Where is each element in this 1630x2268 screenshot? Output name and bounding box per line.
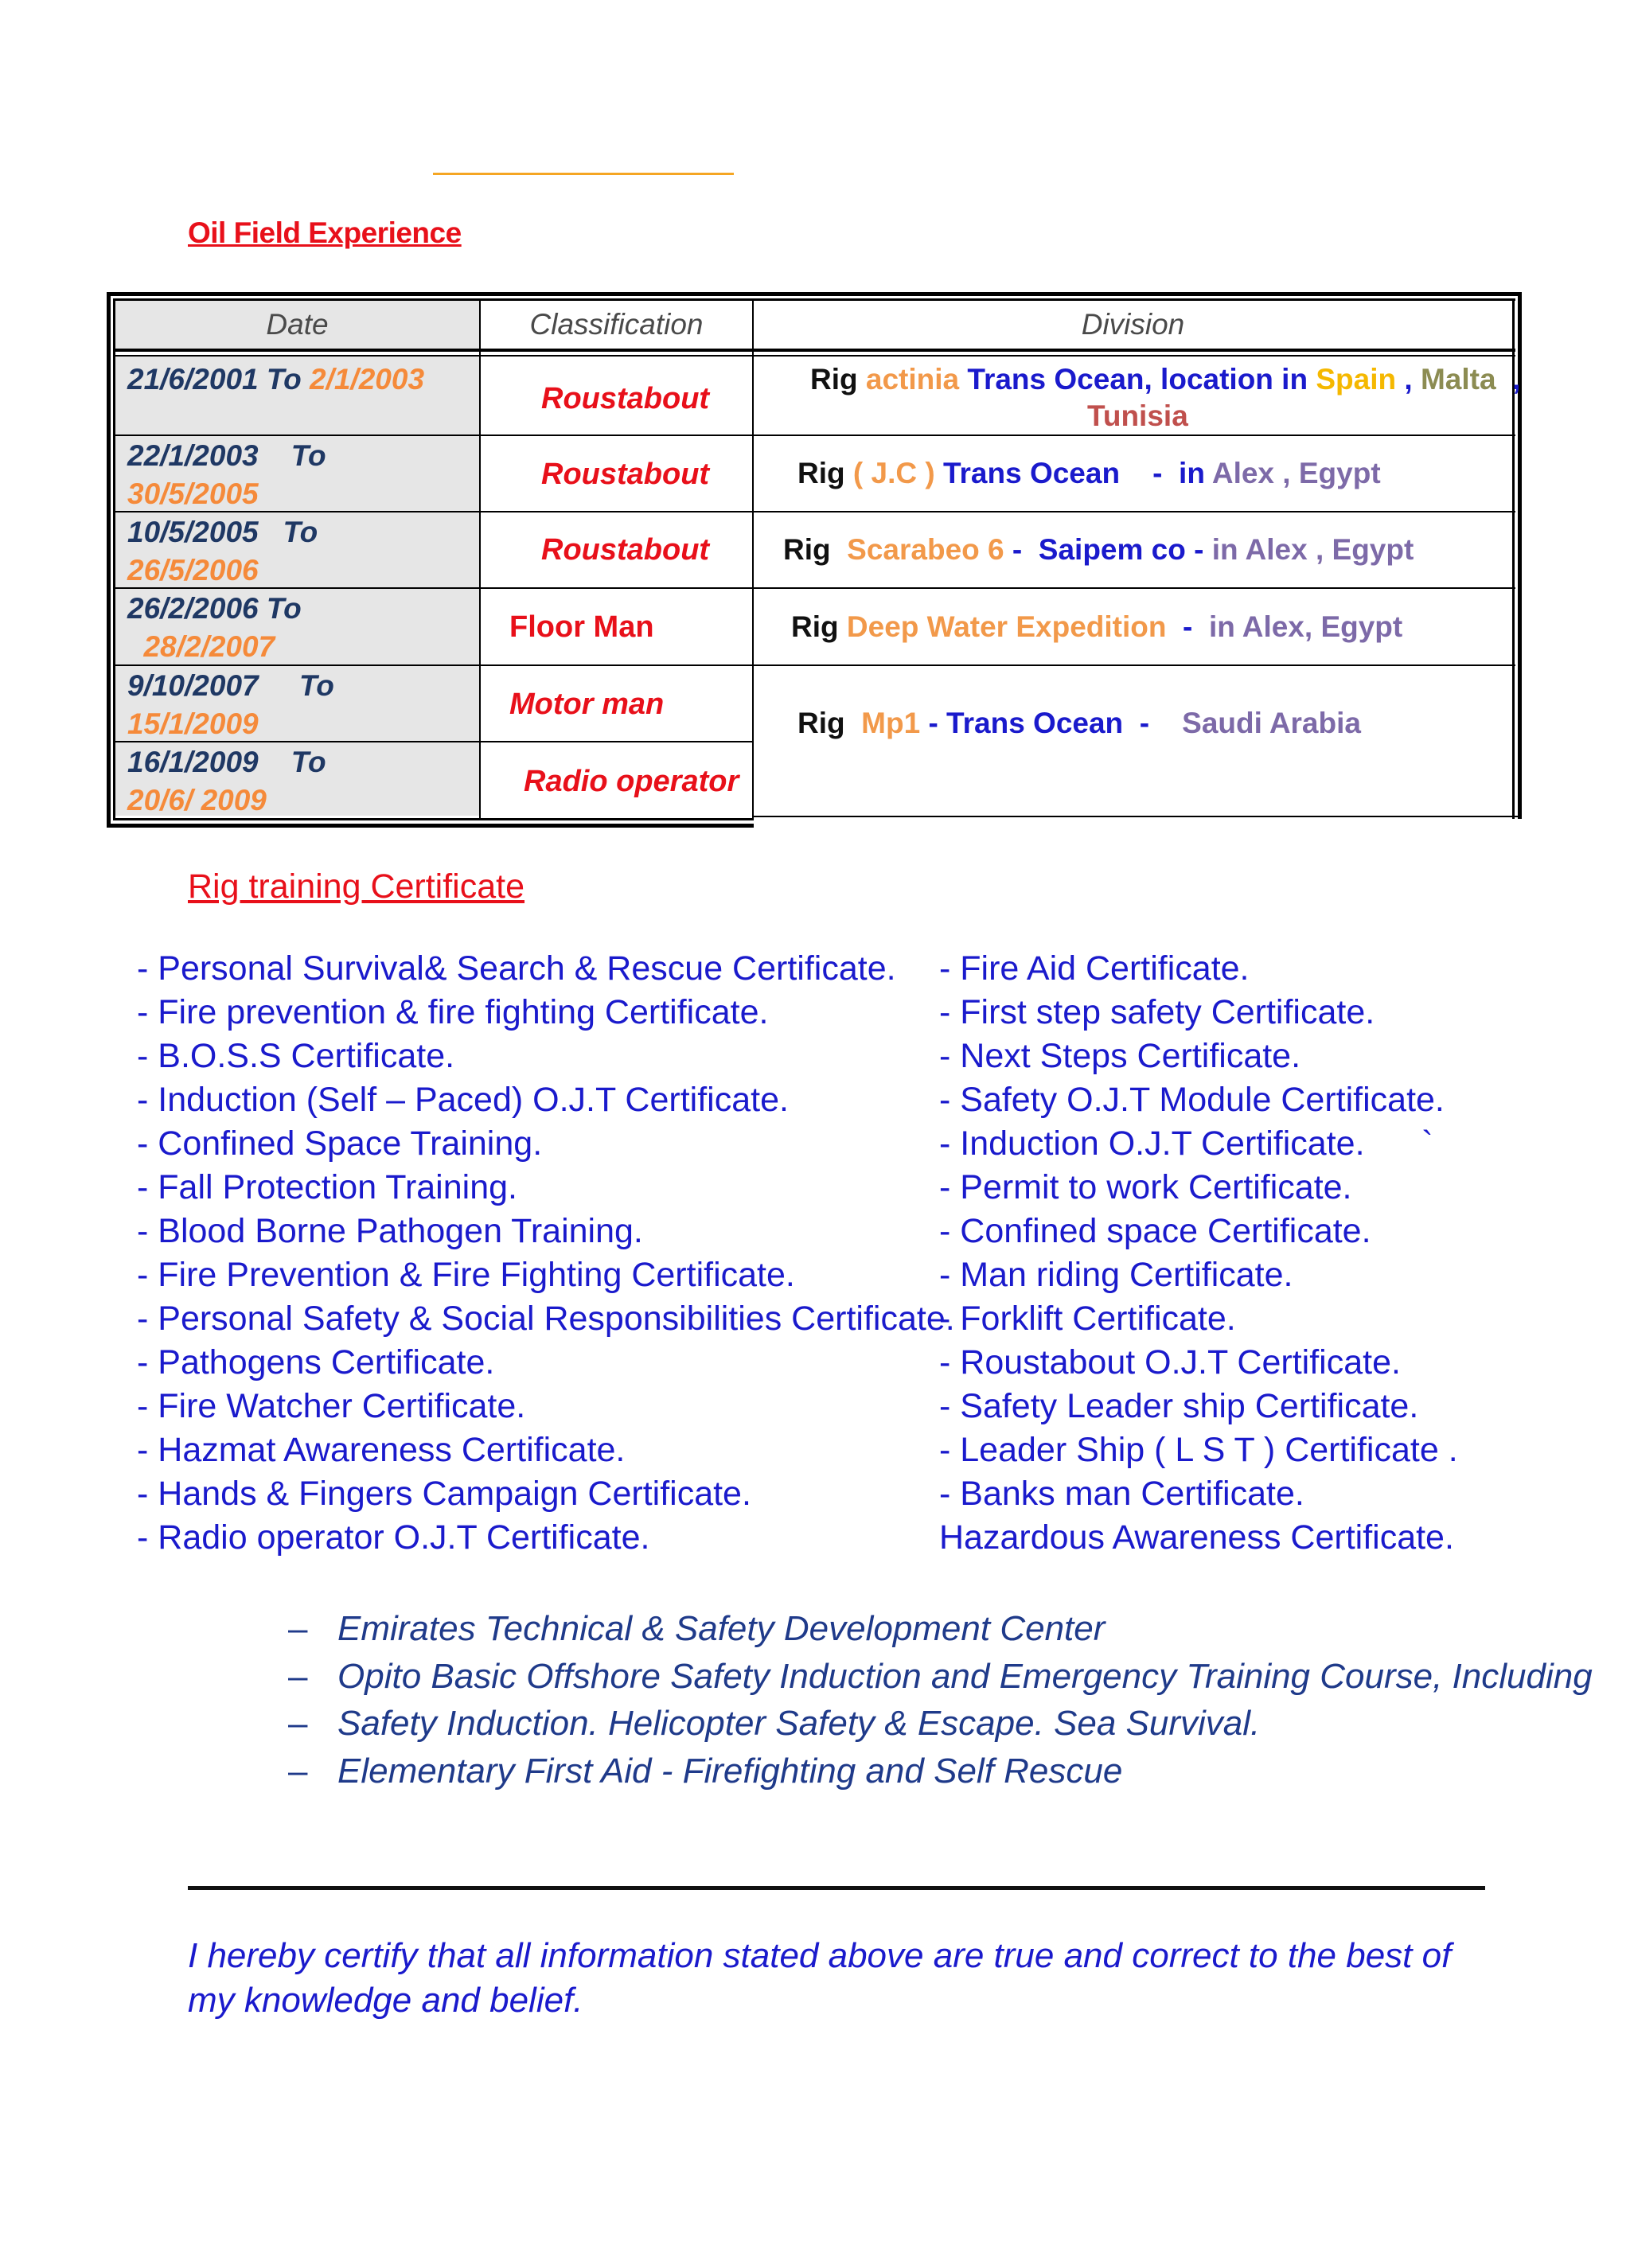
institution-item [288, 1748, 1593, 1795]
training-institution-list [288, 1605, 1593, 1795]
certificate-item: - Hands & Fingers Campaign Certificate. [137, 1475, 751, 1513]
certificate-item: - Leader Ship ( L S T ) Certificate . [939, 1431, 1458, 1469]
table-border [107, 824, 754, 828]
certificate-item: - Personal Safety & Social Responsibilities Certificate. [137, 1300, 955, 1338]
date-cell: 9/10/2007 To 15/1/2009 [127, 669, 334, 740]
classification-cell: Roustabout [541, 533, 710, 567]
certificate-item: - Permit to work Certificate. [939, 1168, 1352, 1206]
division-cell: Rig Scarabeo 6 - Saipem co - in Alex , Egypt [783, 533, 1414, 566]
institution-item [288, 1653, 1593, 1701]
division-cell: Rig ( J.C ) Trans Ocean - in Alex , Egypt [797, 457, 1381, 489]
institution-item [288, 1700, 1593, 1748]
table-border [107, 292, 111, 828]
header-division: Division [1081, 308, 1185, 341]
certificate-item: - Roustabout O.J.T Certificate. [939, 1343, 1401, 1381]
classification-cell: Roustabout [541, 382, 710, 415]
certificate-item: - Man riding Certificate. [939, 1256, 1293, 1294]
certificate-item: - Pathogens Certificate. [137, 1343, 495, 1381]
date-cell: 10/5/2005 To 26/5/2006 [127, 516, 318, 586]
certificate-item: - Induction (Self – Paced) O.J.T Certificate. [137, 1081, 789, 1119]
classification-cell: Motor man [509, 688, 665, 721]
rig-training-heading: Rig training Certificate [188, 867, 525, 906]
list-dash: – [288, 1656, 308, 1696]
certificate-item: - Safety O.J.T Module Certificate. [939, 1081, 1445, 1119]
table-border [752, 816, 1518, 817]
certificate-item: - Fall Protection Training. [137, 1168, 517, 1206]
header-classification: Classification [529, 308, 704, 341]
certificate-item: - Confined space Certificate. [939, 1212, 1371, 1250]
division-cell: Rig Mp1 - Trans Ocean - Saudi Arabia [797, 707, 1361, 739]
certificate-item: - First step safety Certificate. [939, 993, 1375, 1031]
declaration-statement: I hereby certify that all information stated above are true and correct to the best of my knowledge and belief. [188, 1936, 1452, 2020]
certificate-item: - Induction O.J.T Certificate. ` [939, 1124, 1433, 1163]
certificate-item: - Personal Survival& Search & Rescue Certificate. [137, 949, 896, 988]
row-divider [113, 587, 1515, 589]
certificate-item: - B.O.S.S Certificate. [137, 1037, 455, 1075]
certificate-list-right [939, 947, 1458, 1560]
institution-text: Safety Induction. Helicopter Safety & Escape. Sea Survival. [337, 1704, 1261, 1743]
certificate-item: - Safety Leader ship Certificate. [939, 1387, 1419, 1425]
separator-rule [188, 1886, 1485, 1890]
division-cell: Rig Deep Water Expedition - in Alex, Egypt [791, 610, 1403, 643]
institution-text: Elementary First Aid - Firefighting and Self Rescue [337, 1751, 1123, 1791]
certificate-item: - Fire Watcher Certificate. [137, 1387, 526, 1425]
list-dash: – [288, 1609, 308, 1648]
institution-text: Emirates Technical & Safety Development Center [337, 1609, 1106, 1648]
date-cell: 21/6/2001 To 2/1/2003 [127, 363, 425, 396]
certificate-item: - Fire Prevention & Fire Fighting Certificate. [137, 1256, 795, 1294]
row-divider [113, 664, 1515, 666]
date-cell: 16/1/2009 To 20/6/ 2009 [127, 746, 326, 816]
oil-field-experience-heading: Oil Field Experience [188, 216, 462, 249]
institution-text: Opito Basic Offshore Safety Induction and Emergency Training Course, Including [337, 1656, 1593, 1696]
certificate-item: - Confined Space Training. [137, 1124, 543, 1163]
table-border [107, 292, 1522, 296]
classification-cell: Roustabout [541, 458, 710, 491]
division-cell: Rig actinia Trans Ocean, location in Spain , Malta , [810, 363, 1521, 396]
header-rule [113, 349, 1515, 352]
certificate-item: - Blood Borne Pathogen Training. [137, 1212, 643, 1250]
certificate-item: - Hazmat Awareness Certificate. [137, 1431, 626, 1469]
classification-cell: Radio operator [524, 765, 739, 798]
top-accent-rule [433, 173, 734, 175]
certificate-item: - Next Steps Certificate. [939, 1037, 1301, 1075]
certificate-item: - Banks man Certificate. [939, 1475, 1304, 1513]
division-cell-continued: Tunisia [1087, 399, 1188, 432]
classification-cell: Floor Man [509, 610, 654, 644]
certificate-item: - Fire prevention & fire fighting Certificate. [137, 993, 769, 1031]
certificate-item: - Fire Aid Certificate. [939, 949, 1250, 988]
row-divider [113, 435, 1515, 436]
list-dash: – [288, 1751, 308, 1791]
header-date: Date [266, 308, 329, 341]
header-rule [113, 355, 1515, 357]
certificate-item: Hazardous Awareness Certificate. [939, 1518, 1454, 1557]
date-cell: 22/1/2003 To 30/5/2005 [127, 439, 326, 510]
institution-item [288, 1605, 1593, 1653]
certificate-list-left [137, 947, 955, 1560]
certificate-item: - Radio operator O.J.T Certificate. [137, 1518, 650, 1557]
certificate-item: - Forklift Certificate. [939, 1300, 1236, 1338]
list-dash: – [288, 1704, 308, 1743]
date-cell: 26/2/2006 To 28/2/2007 [127, 592, 302, 663]
